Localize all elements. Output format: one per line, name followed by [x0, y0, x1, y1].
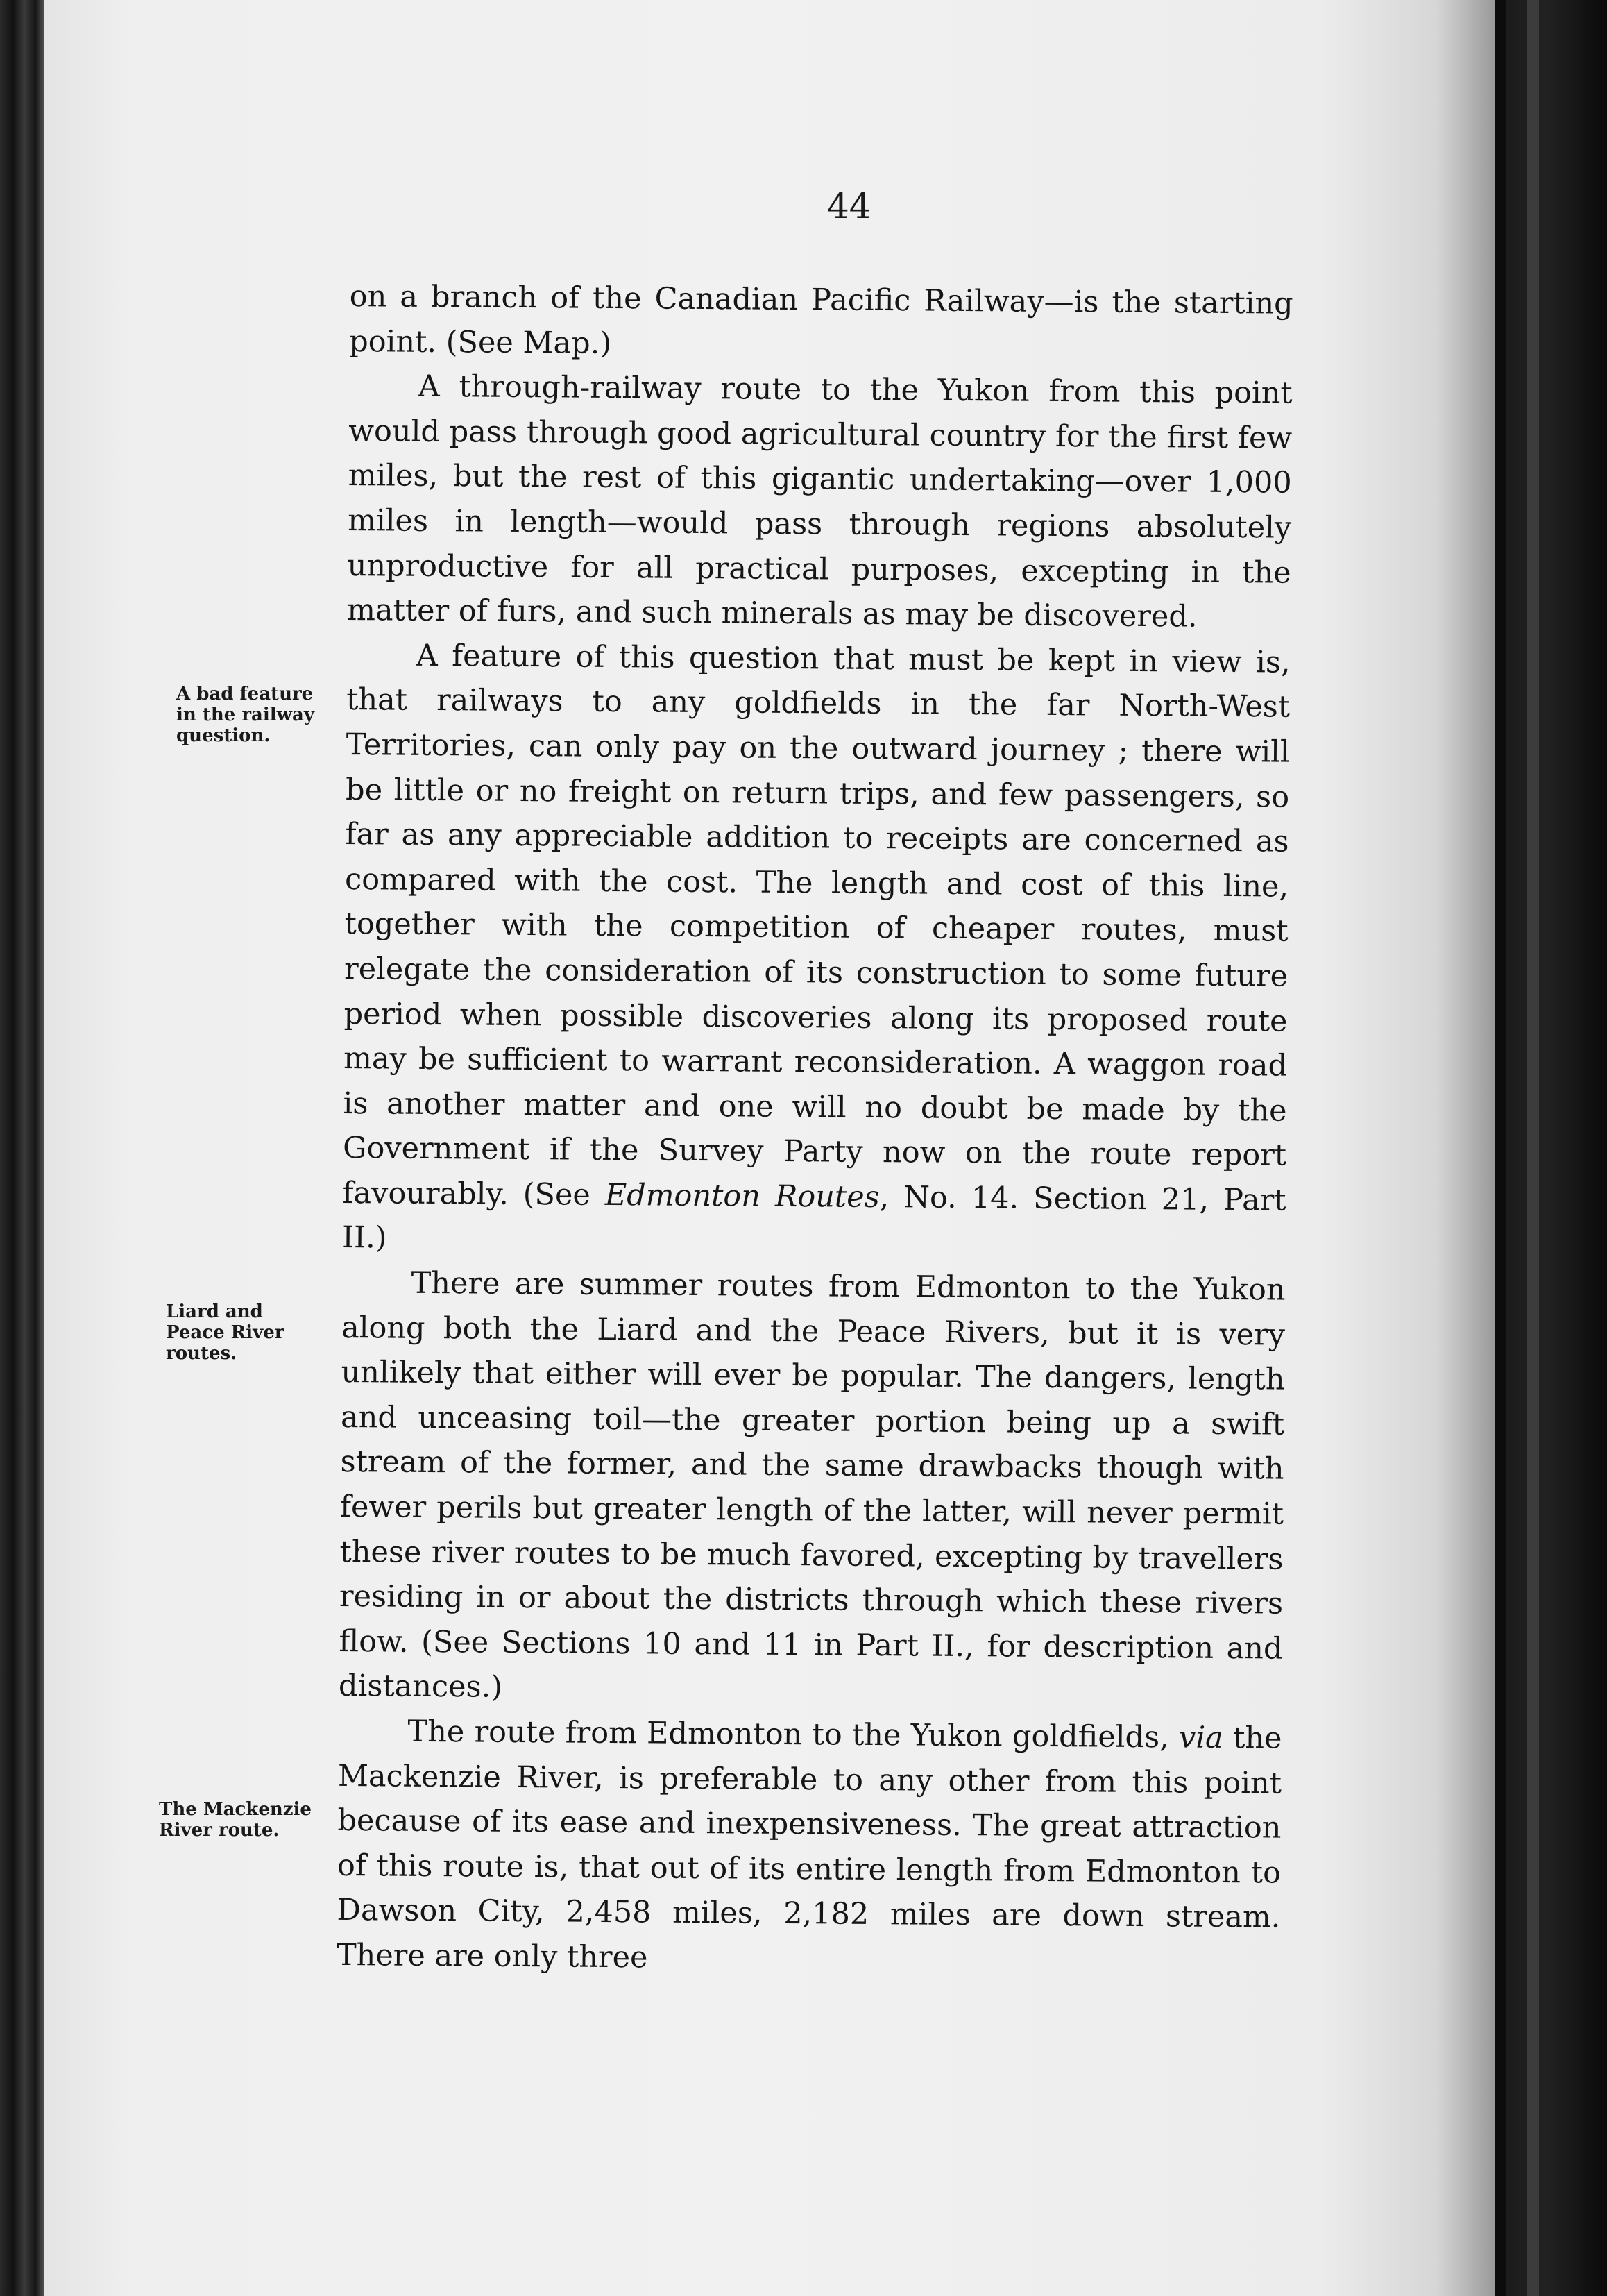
paragraph-text: the Mackenzie River, is preferable to any other from this point because of its ease and inexpensiveness. The great attraction of this route is, that out of its entire length from Edmonton to Dawson City, 2,458 miles, 2,182 miles are down stream. There are only three: [336, 1721, 1282, 1975]
sidenote-line: A bad feature: [176, 684, 314, 704]
sidenote-line: Liard and: [166, 1301, 263, 1322]
sidenote-bad-feature: [176, 684, 357, 746]
sidenote-line: River route.: [159, 1820, 280, 1841]
italic-title: Edmonton Routes: [604, 1177, 880, 1215]
sidenote-mackenzie: [159, 1799, 353, 1841]
page-number: 44: [827, 186, 871, 226]
book-page: [44, 0, 1495, 2296]
sidenote-line: question.: [176, 725, 271, 746]
sidenote-line: Peace River: [166, 1322, 284, 1343]
sidenote-line: in the railway: [176, 704, 314, 725]
paragraph-text: A feature of this question that must be kept in view is, that railways to any goldfields in the far North-West Territories, can only pay on the outward journey ; there will be little or no freight on return trips, and few passengers, so far as any appreciable addition to receipts are concerned as compared with the cost. The length and cost of this line, together with the competition of cheaper routes, must relegate the consideration of its construction to some future period when possible discoveries along its proposed route may be sufficient to warrant reconsideration. A waggon road is another matter and one will no doubt be made by the Government if the Survey Party now on the route report favourably. (See: [342, 638, 1291, 1213]
paragraph-through-railway: A through-railway route to the Yukon from this point would pass through good agricultural country for the first few miles, but the rest of this gigantic undertaking—over 1,000 miles in length—would pass through regions absolutely unproductive for all practical purposes, excepting in the matter of furs, and such minerals as may be discovered.: [347, 369, 1293, 634]
sidenote-line: The Mackenzie: [159, 1799, 312, 1820]
paragraph-text: , No. 14. Section 21, Part II.): [341, 1179, 1286, 1256]
paragraph-text: The route from Edmonton to the Yukon goldfields,: [407, 1714, 1170, 1755]
book-binding-edge: [0, 0, 44, 2296]
sidenote-line: routes.: [166, 1343, 237, 1364]
body-text: [337, 274, 1293, 1985]
paragraph-mackenzie: [337, 1709, 1282, 1985]
sidenote-liard-peace: [166, 1301, 346, 1364]
next-page-edge: [1506, 0, 1607, 2296]
next-page-strip: [1527, 0, 1539, 2296]
paragraph-bad-feature: [342, 633, 1291, 1268]
italic-word: via: [1178, 1720, 1223, 1755]
paragraph-continuation: on a branch of the Canadian Pacific Railway—is the starting point. (See Map.): [349, 278, 1293, 361]
paragraph-liard-peace: There are summer routes from Edmonton to the Yukon along both the Liard and the Peace Rivers, but it is very unlikely that either will ever be popular. The dangers, length and unceasing toil—the greater portion being up a swift stream of the former, and the same drawbacks though with fewer perils but greater length of the latter, will never permit these river routes to be much favored, excepting by travellers residing in or about the districts through which these rivers flow. (See Sections 10 and 11 in Part II., for description and distances.): [338, 1265, 1286, 1705]
